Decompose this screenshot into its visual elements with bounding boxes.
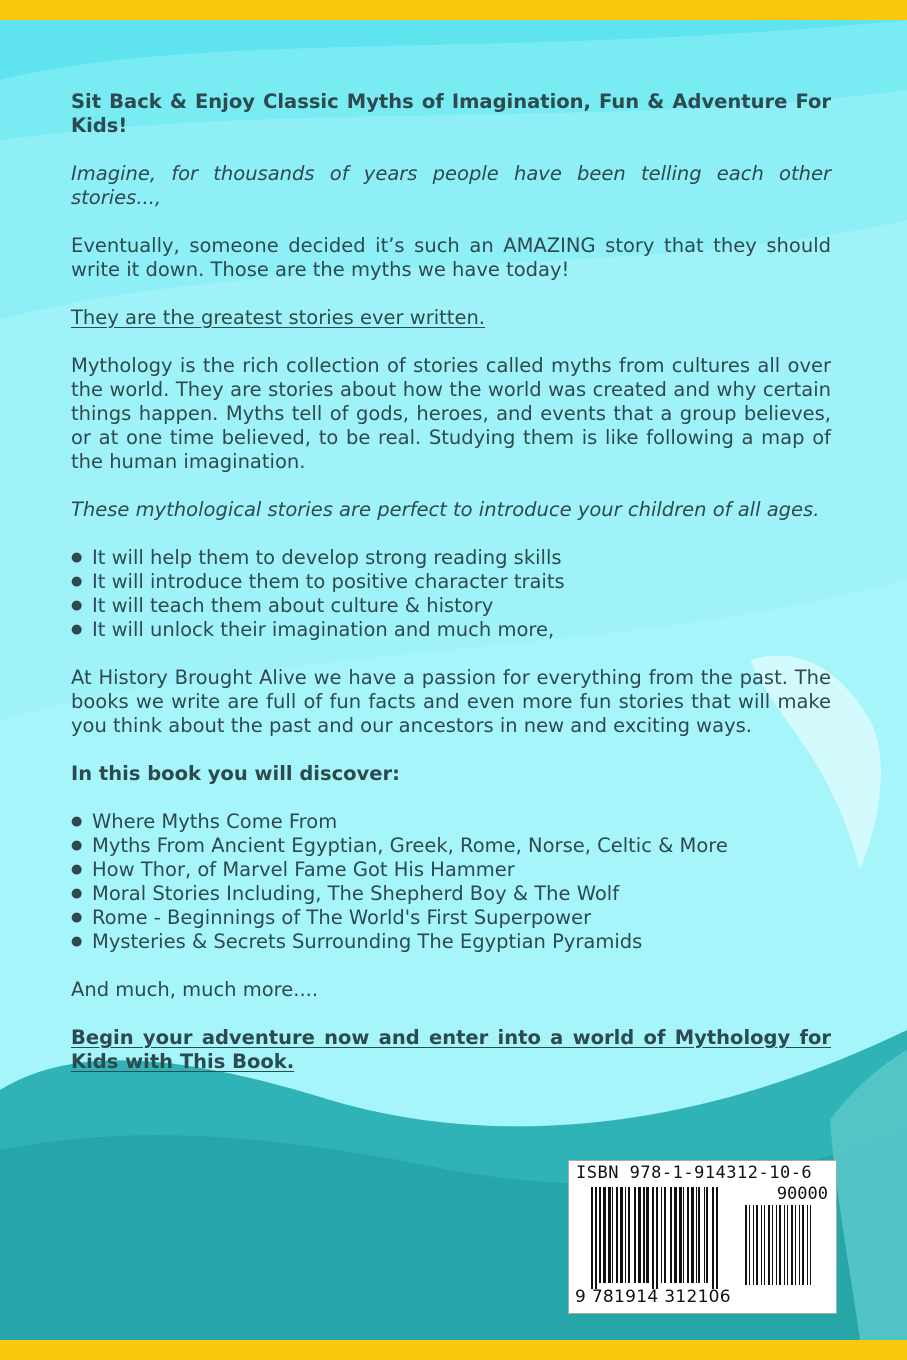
eventually-paragraph: Eventually, someone decided it’s such an AMAZING story that they should write it down. Those are the myths we have today! bbox=[71, 234, 831, 281]
barcode-bar bbox=[761, 1205, 762, 1285]
barcode-bar bbox=[799, 1205, 800, 1285]
greatest-stories-line bbox=[71, 306, 831, 330]
list-item: ● It will unlock their imagination and much more, bbox=[71, 618, 831, 642]
isbn-number: ISBN 978-1-914312-10-6 bbox=[576, 1163, 813, 1183]
barcode-bar bbox=[756, 1205, 758, 1285]
ean-number: 9 781914 312106 bbox=[575, 1287, 731, 1307]
isbn-barcode bbox=[568, 1160, 837, 1314]
barcode-bar bbox=[795, 1205, 796, 1285]
list-item: ● It will help them to develop strong reading skills bbox=[71, 546, 831, 570]
barcode-bar bbox=[784, 1205, 785, 1285]
call-to-action-text: Begin your adventure now and enter into a world of Mythology for Kids with This Book. bbox=[71, 1026, 831, 1073]
barcode-bar bbox=[608, 1187, 611, 1283]
barcode-bar bbox=[612, 1187, 613, 1283]
barcode-bar bbox=[810, 1205, 811, 1285]
history-paragraph: At History Brought Alive we have a passion for everything from the past. The books we write are full of fun facts and even more fun stories that will make you think about the past and our ancestors in new and exciting ways. bbox=[71, 666, 831, 737]
list-item: ● It will introduce them to positive character traits bbox=[71, 570, 831, 594]
bottom-stripe bbox=[0, 1340, 907, 1360]
barcode-bar bbox=[620, 1187, 623, 1283]
barcode-bar bbox=[807, 1205, 808, 1285]
barcode-bar bbox=[776, 1205, 777, 1285]
list-item: ● It will teach them about culture & history bbox=[71, 594, 831, 618]
barcode-bar bbox=[670, 1187, 672, 1283]
call-to-action bbox=[71, 1026, 831, 1074]
discover-list bbox=[71, 810, 831, 954]
list-item: ● Myths From Ancient Egyptian, Greek, Rome, Norse, Celtic & More bbox=[71, 834, 831, 858]
barcode-bar bbox=[787, 1205, 788, 1285]
barcode-bar bbox=[595, 1187, 597, 1289]
barcode-bar bbox=[772, 1205, 773, 1285]
barcode-bar bbox=[706, 1187, 708, 1283]
barcode-bar bbox=[603, 1187, 606, 1283]
barcode-bar bbox=[683, 1187, 684, 1283]
barcode-bar bbox=[643, 1187, 645, 1283]
imagine-paragraph: Imagine, for thousands of years people have been telling each other stories..., bbox=[71, 162, 831, 209]
barcode-bar bbox=[628, 1187, 630, 1283]
heading: Sit Back & Enjoy Classic Myths of Imagination, Fun & Adventure For Kids! bbox=[71, 90, 831, 137]
barcode-bar bbox=[634, 1187, 636, 1283]
barcode-bar bbox=[753, 1205, 754, 1285]
barcode-bar bbox=[698, 1187, 700, 1283]
barcode-bar bbox=[764, 1205, 765, 1285]
perfect-paragraph: These mythological stories are perfect to introduce your children of all ages. bbox=[71, 498, 820, 521]
barcode-bar bbox=[591, 1187, 593, 1289]
barcode-bar bbox=[679, 1187, 682, 1283]
discover-title: In this book you will discover: bbox=[71, 762, 400, 785]
barcode-bar bbox=[749, 1205, 750, 1285]
barcode-bar bbox=[661, 1187, 662, 1283]
barcode-bar bbox=[696, 1187, 697, 1283]
barcode-bar bbox=[691, 1187, 694, 1283]
list-item: ● Mysteries & Secrets Surrounding The Egyptian Pyramids bbox=[71, 930, 831, 954]
barcode-bar bbox=[599, 1187, 601, 1283]
mythology-paragraph: Mythology is the rich collection of stories called myths from cultures all over the world. They are stories about how the world was created and why certain things happen. Myths tell of gods, heroes, and events that a group believes, or at one time believed, to be real. Studying them is like following a map of the human imagination. bbox=[71, 354, 831, 473]
barcode-bar bbox=[664, 1187, 666, 1283]
barcode-bar bbox=[687, 1187, 689, 1283]
barcode-bar bbox=[616, 1187, 618, 1283]
barcode-bar bbox=[716, 1187, 718, 1289]
list-item: ● Rome - Beginnings of The World's First Superpower bbox=[71, 906, 831, 930]
list-item: ● Where Myths Come From bbox=[71, 810, 831, 834]
greatest-stories-text: They are the greatest stories ever written. bbox=[71, 306, 486, 329]
back-cover-text bbox=[71, 90, 831, 1098]
top-stripe bbox=[0, 0, 907, 20]
barcode-bar bbox=[646, 1187, 649, 1283]
list-item: ● How Thor, of Marvel Fame Got His Hammer bbox=[71, 858, 831, 882]
barcode-bar bbox=[802, 1205, 804, 1285]
barcode-bar bbox=[768, 1205, 770, 1285]
barcode-bar bbox=[652, 1187, 654, 1289]
benefits-list bbox=[71, 546, 831, 642]
barcode-bar bbox=[779, 1205, 781, 1285]
price-code: 90000 bbox=[776, 1184, 828, 1204]
barcode-bar bbox=[791, 1205, 793, 1285]
list-item: ● Moral Stories Including, The Shepherd Boy & The Wolf bbox=[71, 882, 831, 906]
barcode-bar bbox=[625, 1187, 626, 1283]
barcode-bar bbox=[745, 1205, 747, 1285]
much-more-line: And much, much more.... bbox=[71, 978, 319, 1001]
barcode-bar bbox=[674, 1187, 677, 1283]
barcode-bar bbox=[638, 1187, 641, 1283]
barcode-bar bbox=[656, 1187, 658, 1289]
barcode-bar bbox=[704, 1187, 705, 1283]
barcode-bar bbox=[712, 1187, 714, 1289]
